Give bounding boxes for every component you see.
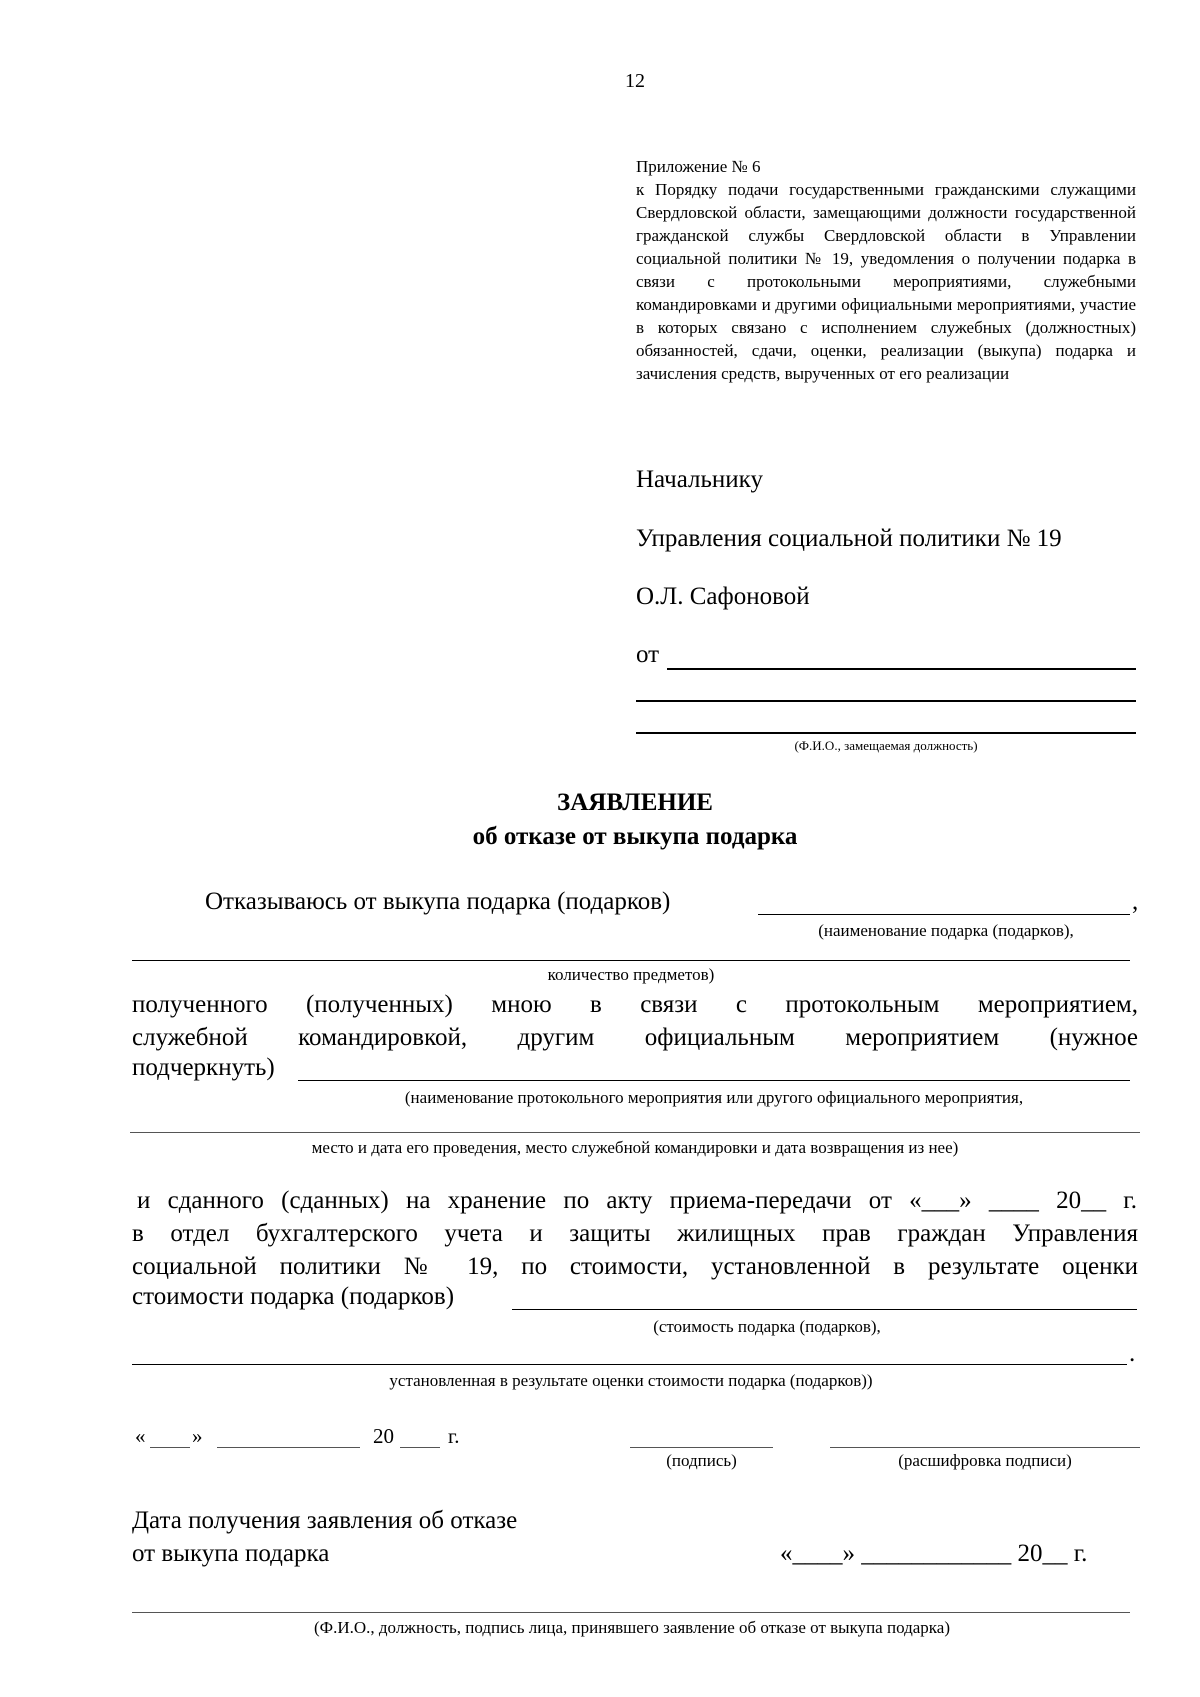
receipt-date: «____» ____________ 20__ г. bbox=[780, 1540, 1088, 1567]
page-number: 12 bbox=[625, 70, 645, 92]
cost-period: . bbox=[1129, 1340, 1136, 1367]
cost-caption: (стоимость подарка (подарков), bbox=[653, 1317, 881, 1336]
sign-year-suffix: г. bbox=[448, 1424, 460, 1448]
event-name-caption: (наименование протокольного мероприятия или другого официального мероприятия, bbox=[404, 1088, 1024, 1107]
sign-year-line bbox=[400, 1447, 440, 1448]
document-title: ЗАЯВЛЕНИЕ bbox=[557, 789, 713, 816]
appendix-title: Приложение № 6 bbox=[636, 157, 761, 176]
signature-line bbox=[630, 1447, 773, 1448]
cost-estimate-caption: установленная в результате оценки стоимости подарка (подарков)) bbox=[389, 1371, 873, 1390]
gift-count-caption: количество предметов) bbox=[547, 965, 715, 984]
addressee-title: Начальнику bbox=[636, 466, 763, 493]
cost-estimate-line bbox=[132, 1364, 1127, 1365]
sign-date-close-quote: » bbox=[192, 1424, 203, 1448]
signature-decode-line bbox=[830, 1447, 1140, 1448]
from-fill-line-3 bbox=[636, 732, 1136, 734]
from-fill-line-1 bbox=[667, 668, 1136, 670]
sign-month-line bbox=[217, 1447, 360, 1448]
storage-text-line-2: в отдел бухгалтерского учета и защиты жилищных прав граждан Управления bbox=[132, 1220, 1138, 1247]
addressee-name: О.Л. Сафоновой bbox=[636, 583, 810, 610]
signature-caption: (подпись) bbox=[666, 1451, 737, 1470]
sign-day-line bbox=[150, 1447, 190, 1448]
storage-text-line-1: и сданного (сданных) на хранение по акту приема-передачи от «___» ____ 20__ г. bbox=[137, 1187, 1137, 1214]
sign-year-prefix: 20 bbox=[373, 1424, 394, 1448]
addressee-organization: Управления социальной политики № 19 bbox=[636, 525, 1062, 552]
from-fill-line-2 bbox=[636, 700, 1136, 702]
storage-text-line-3: социальной политики № 19, по стоимости, установленной в результате оценки bbox=[132, 1253, 1138, 1280]
event-name-line bbox=[298, 1080, 1130, 1081]
from-label: от bbox=[636, 641, 660, 668]
gift-comma: , bbox=[1132, 888, 1139, 915]
receipt-label-line-2: от выкупа подарка bbox=[132, 1540, 330, 1567]
event-place-caption: место и дата его проведения, место служебной командировки и дата возвращения из нее) bbox=[311, 1138, 959, 1157]
sign-date-open-quote: « bbox=[135, 1424, 146, 1448]
receipt-fio-caption: (Ф.И.О., должность, подпись лица, принявшего заявление об отказе от выкупа подарка) bbox=[314, 1618, 950, 1637]
receipt-label-line-1: Дата получения заявления об отказе bbox=[132, 1507, 518, 1534]
event-text-line-1: полученного (полученных) мною в связи с протокольным мероприятием, bbox=[132, 991, 1138, 1018]
appendix-block bbox=[636, 155, 1136, 385]
cost-line bbox=[512, 1309, 1137, 1310]
event-place-line bbox=[130, 1132, 1140, 1133]
event-text-underline-label: подчеркнуть) bbox=[132, 1054, 275, 1081]
appendix-text: к Порядку подачи государственными гражданскими служащими Свердловской области, замещающими должности государственной гражданской службы Свердловской области в Управлении социальной политики № 19, уведомления о получении подарка в связи с протокольными мероприятиями, служебными командировками и другими официальными мероприятиями, участие в которых связано с исполнением служебных (должностных) обязанностей, сдачи, оценки, реализации (выкупа) подарка и зачисления средств, вырученных от его реализации bbox=[636, 180, 1136, 383]
gift-name-caption: (наименование подарка (подарков), bbox=[818, 921, 1074, 940]
fio-caption: (Ф.И.О., замещаемая должность) bbox=[794, 738, 978, 753]
receipt-fio-line bbox=[132, 1612, 1130, 1613]
storage-text-line-4: стоимости подарка (подарков) bbox=[132, 1283, 455, 1310]
signature-decode-caption: (расшифровка подписи) bbox=[898, 1451, 1072, 1470]
gift-name-line bbox=[758, 914, 1130, 915]
gift-count-line bbox=[132, 960, 1130, 961]
document-subtitle: об отказе от выкупа подарка bbox=[472, 823, 798, 850]
gift-refusal-text: Отказываюсь от выкупа подарка (подарков) bbox=[205, 888, 671, 915]
event-text-line-2: служебной командировкой, другим официальным мероприятием (нужное bbox=[132, 1024, 1138, 1051]
